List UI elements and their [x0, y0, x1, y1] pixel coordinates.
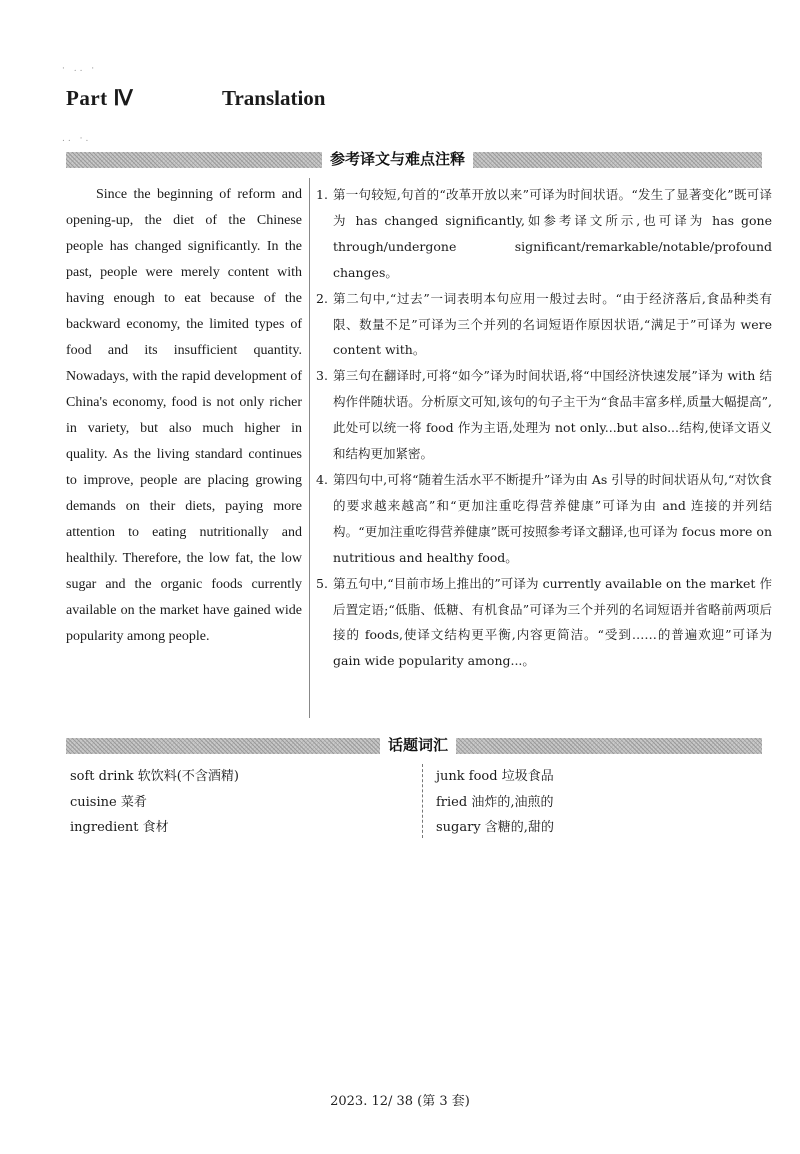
- part-number: Part Ⅳ: [66, 86, 134, 110]
- note-text: 第四句中,可将“随着生活水平不断提升”译为由 As 引导的时间状语从句,“对饮食的要求越来越高”和“更加注重吃得营养健康”可译为由 and 连接的并列结构。“更加注重吃得营养健康”既可按照参考译文翻译,也可译为 focus more on nutritious and healthy food。: [333, 471, 772, 565]
- vocab-list-right: [436, 764, 554, 841]
- scan-specks: · .. ·: [62, 64, 98, 74]
- note-item: [316, 571, 772, 675]
- translation-text: [66, 182, 302, 650]
- note-number: 4.: [316, 471, 328, 487]
- scan-specks: .. ·.: [62, 134, 92, 144]
- vocab-list-left: [70, 764, 239, 841]
- note-number: 5.: [316, 575, 328, 591]
- column-divider: [309, 178, 310, 718]
- vocab-item: ingredient 食材: [70, 820, 169, 835]
- note-number: 1.: [316, 187, 328, 202]
- vocab-divider: [422, 764, 423, 838]
- note-text: 第二句中,“过去”一词表明本句应用一般过去时。“由于经济落后,食品种类有限、数量不足”可译为三个并列的名词短语作原因状语,“满足于”可译为 were content with。: [333, 290, 772, 358]
- page-footer: 2023. 12/ 38 (第 3 套): [330, 1094, 470, 1109]
- notes-list: [316, 182, 772, 674]
- note-item: [316, 467, 772, 571]
- note-text: 第一句较短,句首的“改革开放以来”可译为时间状语。“发生了显著变化”既可译为 has changed significantly,如参考译文所示,也可译为 has gone through/undergone significant/remarkable/notable/profound changes。: [333, 187, 772, 280]
- note-text: 第三句在翻译时,可将“如今”译为时间状语,将“中国经济快速发展”译为 with 结构作伴随状语。分析原文可知,该句的句子主干为“食品丰富多样,质量大幅提高”,此处可以统一将 food 作为主语,处理为 not only...but also...结构,使译文语义和结构更加紧密。: [333, 368, 772, 462]
- answer-section-heading: 参考译文与难点注释: [322, 149, 473, 170]
- vocab-item: cuisine 菜肴: [70, 794, 147, 810]
- vocab-item: sugary 含糖的,甜的: [436, 820, 554, 835]
- translation-paragraph: Since the beginning of reform and opening-up, the diet of the Chinese people has changed significantly. In the past, people were merely content with having enough to eat because of the backward economy, the limited types of food and its insufficient quantity. Nowadays, with the rapid development of China's economy, food is not only richer in variety, but also much higher in quality. As the living standard continues to improve, people are placing growing demands on their diets, paying more attention to eating nutritionally and healthily. Therefore, the low fat, the low sugar and the organic foods currently available on the market have gained wide popularity among people.: [66, 187, 302, 644]
- vocab-item: fried 油炸的,油煎的: [436, 794, 554, 810]
- vocab-item: soft drink 软饮料(不含酒精): [70, 769, 239, 784]
- note-number: 3.: [316, 368, 328, 384]
- page-title: Translation: [222, 86, 326, 110]
- answer-section-band: [66, 152, 762, 168]
- vocab-section-heading: 话题词汇: [380, 735, 456, 756]
- note-item: [316, 182, 772, 286]
- note-number: 2.: [316, 290, 328, 306]
- vocab-section-band: [66, 738, 762, 754]
- note-text: 第五句中,“目前市场上推出的”可译为 currently available on the market 作后置定语;“低脂、低糖、有机食品”可译为三个并列的名词短语并省略前两项后接的 foods,使译文结构更平衡,内容更简洁。“受到……的普遍欢迎”可译为 gain wide popularity among...。: [333, 575, 772, 669]
- vocab-item: junk food 垃圾食品: [436, 769, 554, 784]
- note-item: [316, 363, 772, 467]
- note-item: [316, 286, 772, 364]
